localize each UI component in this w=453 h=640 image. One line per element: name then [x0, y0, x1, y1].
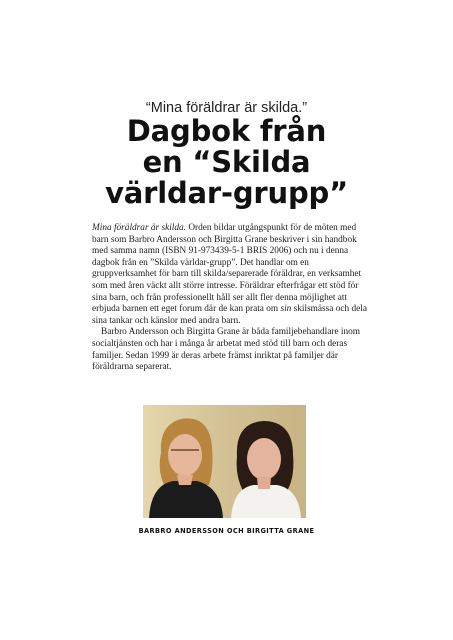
- kicker-quote: “Mina föräldrar är skilda.”: [145, 100, 308, 116]
- paragraph-1-text-b: skilsmässa och dela sina tankar och känslor med andra barn.: [92, 304, 367, 326]
- title-line-2: en “Skilda: [142, 145, 311, 179]
- title-line-3: världar-grupp”: [105, 176, 348, 210]
- article-body: [92, 223, 372, 374]
- left-person-neck: [177, 475, 193, 485]
- right-person-neck: [257, 477, 271, 489]
- photo-caption: BARBRO ANDERSSON OCH BIRGITTA GRANE: [138, 527, 315, 535]
- author-photo-illustration: [143, 405, 306, 518]
- right-person-face: [247, 438, 281, 480]
- italic-word: sin: [280, 304, 292, 315]
- paragraph-2: Barbro Andersson och Birgitta Grane är båda familjebehandlare inom socialtjänsten och har i många år arbetat med stöd till barn och deras familjer. Sedan 1999 är deras arbete främst inriktat på familjer där föräldrarna separerat.: [92, 327, 361, 373]
- paragraph-1: [92, 223, 372, 327]
- title-line-1: Dagbok från: [126, 114, 327, 148]
- left-person-face: [168, 434, 202, 476]
- author-photo: [143, 405, 306, 518]
- paragraph-1-text-a: Orden bildar utgångspunkt för de möten med barn som Barbro Andersson och Birgitta Grane beskriver i sin handbok med samma namn (ISBN 91-973439-5-1 BRIS 2006) och nu i denna dagbok från en ”Skilda världar-grupp”. Det handlar om en gruppverksamhet för barn till skilda/separerade föräldrar, en verksamhet som med åren väckt allt större intresse. Föräldrar efterfrågar ett stöd för sina barn, och från professionellt håll ser allt fler denna möjlighet att erbjuda barnen ett eget forum där de kan prata om: [92, 223, 362, 315]
- article-title: [0, 116, 453, 209]
- lead-italic: Mina föräldrar är skilda.: [92, 223, 187, 233]
